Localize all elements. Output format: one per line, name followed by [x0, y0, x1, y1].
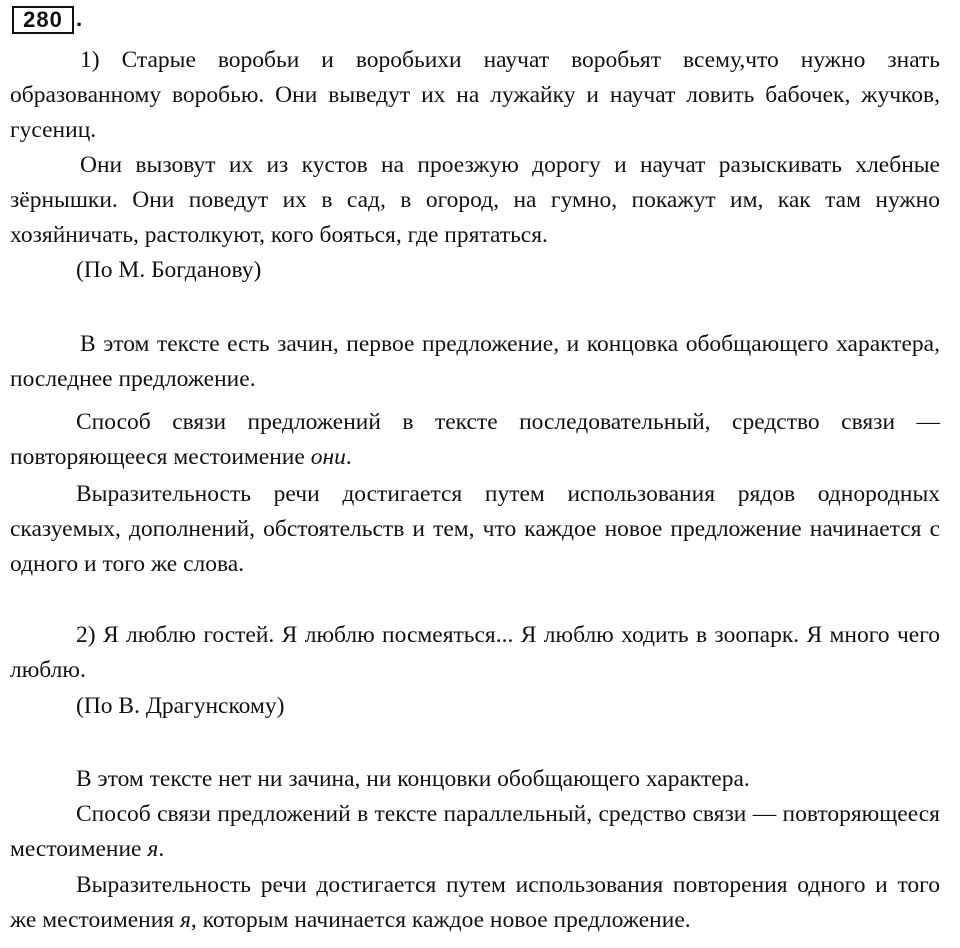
part1-source: (По М. Богданову) [76, 257, 262, 283]
part2-source: (По В. Драгунскому) [76, 693, 285, 719]
part2-analysis-structure: В этом тексте нет ни зачина, ни концовки обобщающего характера. [76, 766, 750, 792]
exercise-number-dot: . [76, 6, 83, 31]
part2-analysis-link [10, 797, 940, 867]
part1-analysis-link-prefix: Способ связи предложений в тексте последовательный, средство связи — повторяющееся местоимение [10, 409, 940, 470]
part2-analysis-expressive [10, 868, 940, 938]
part2-analysis-link-word: я [147, 836, 159, 862]
part2-analysis-expressive-suffix: , которым начинается каждое новое предложение. [190, 907, 691, 933]
part2-analysis-link-prefix: Способ связи предложений в тексте параллельный, средство связи — повторяющееся местоимение [10, 801, 940, 862]
exercise-number-box [12, 6, 74, 34]
part2-analysis-expressive-word: я [179, 907, 191, 933]
exercise-number: 280 [23, 7, 63, 32]
part1-analysis-link-suffix: . [345, 444, 352, 470]
part1-analysis-structure: В этом тексте есть зачин, первое предложение, и концовка обобщающего характера, последнее предложение. [10, 331, 940, 392]
part1-analysis-link-word: они [310, 444, 346, 470]
part1-text-paragraph-2: Они вызовут их из кустов на проезжую дорогу и научат разыскивать хлебные зёрнышки. Они поведут их в сад, в огород, на гумно, покажут им, как там нужно хозяйничать, растолкуют, кого бояться, где прятаться. [10, 152, 940, 248]
part2-analysis-expressive-prefix: Выразительность речи достигается путем использования повторения одного и того же местоимения [10, 872, 940, 933]
part1-analysis-link [10, 405, 940, 475]
part2-text: 2) Я люблю гостей. Я люблю посмеяться... Я люблю ходить в зоопарк. Я много чего люблю. [10, 622, 940, 683]
part1-text-paragraph-1: 1) Старые воробьи и воробьихи научат воробьят всему,что нужно знать образованному воробью. Они выведут их на лужайку и научат ловить бабочек, жучков, гусениц. [10, 47, 940, 143]
part2-analysis-link-suffix: . [158, 836, 165, 862]
part1-analysis-expressive: Выразительность речи достигается путем использования рядов однородных сказуемых, дополнений, обстоятельств и тем, что каждое новое предложение начинается с одного и того же слова. [10, 481, 940, 577]
